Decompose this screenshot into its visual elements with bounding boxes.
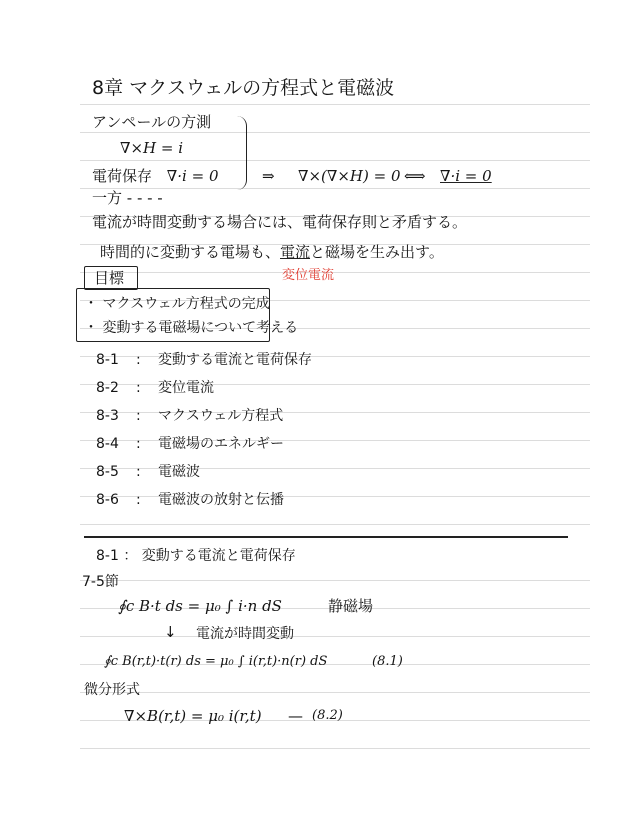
- toc-item: 8-3 : マクスウェル方程式: [96, 408, 284, 424]
- ampere-law-label: アンペールの方測: [92, 113, 212, 131]
- ruled-line: [80, 132, 590, 133]
- equation-result: ∇·i = 0: [440, 167, 492, 185]
- section-heading: 8-1 ： 変動する電流と電荷保存: [96, 548, 296, 564]
- ruled-line: [80, 580, 590, 581]
- charge-conservation-label: [92, 166, 218, 186]
- sentence-displacement: [100, 242, 444, 262]
- equation-charge: ∇·i = 0: [166, 167, 219, 185]
- equation-8-1: ∮c B(r,t)·t(r) ds = μ₀ ∫ i(r,t)·n(r) dS: [104, 654, 328, 669]
- equation-8-2-number: (8.2): [312, 708, 343, 723]
- toc-number: 8-1: [96, 352, 119, 368]
- brace-mark: [232, 116, 247, 190]
- iff-arrow: ⟺: [404, 167, 426, 185]
- ruled-line: [80, 160, 590, 161]
- equation-div-curl: ∇×(∇×H) = 0: [298, 167, 401, 185]
- equation-8-2-dash: —: [288, 707, 303, 725]
- toc-title: 電磁波: [158, 464, 200, 480]
- ruled-line: [80, 524, 590, 525]
- section-separator: [84, 536, 568, 538]
- sentence2-part-c: と磁場を生み出す。: [310, 243, 444, 261]
- equation-8-1-number: (8.1): [372, 654, 403, 669]
- equation-8-2: ∇×B(r,t) = μ₀ i(r,t): [124, 707, 262, 725]
- time-varying-label: 電流が時間変動: [196, 626, 294, 642]
- static-field-label: 静磁場: [328, 597, 374, 615]
- goal-item: ・ 変動する電磁場について考える: [84, 320, 299, 336]
- toc-number: 8-5: [96, 464, 119, 480]
- toc-item: 8-6 : 電磁波の放射と伝播: [96, 492, 284, 508]
- differential-form-label: 微分形式: [84, 682, 140, 698]
- implies-arrow: ⇒: [262, 167, 275, 185]
- toc-number: 8-6: [96, 492, 119, 508]
- ruled-line: [80, 748, 590, 749]
- toc-title: 変動する電流と電荷保存: [158, 352, 312, 368]
- sentence-contradiction: 電流が時間変動する場合には、電荷保存則と矛盾する。: [92, 213, 468, 231]
- toc-title: マクスウェル方程式: [158, 408, 284, 424]
- toc-number: 8-3: [96, 408, 119, 424]
- ruled-line: [80, 272, 590, 273]
- down-arrow: ↓: [164, 623, 177, 641]
- chapter-title: 8章 マクスウェルの方程式と電磁波: [92, 77, 395, 99]
- ruled-line: [80, 692, 590, 693]
- toc-title: 電磁波の放射と伝播: [158, 492, 284, 508]
- goal-item: ・ マクスウェル方程式の完成: [84, 296, 270, 312]
- toc-title: 電磁場のエネルギー: [158, 436, 284, 452]
- toc-number: 8-2: [96, 380, 119, 396]
- toc-item: 8-5 : 電磁波: [96, 464, 200, 480]
- equation-ampere: ∇×H = i: [120, 139, 184, 157]
- toc-item: 8-2 : 変位電流: [96, 380, 214, 396]
- equation-static: ∮c B·t ds = μ₀ ∫ i·n dS: [118, 597, 282, 615]
- section-reference: 7-5節: [82, 574, 119, 590]
- toc-title: 変位電流: [158, 380, 214, 396]
- sentence2-part-a: 時間的に変動する電場も、: [100, 243, 281, 261]
- charge-conservation-text: 電荷保存: [92, 167, 153, 185]
- ruled-line: [80, 104, 590, 105]
- toc-number: 8-4: [96, 436, 119, 452]
- ruled-line: [80, 636, 590, 637]
- on-the-other-hand: 一方 - - - -: [92, 189, 163, 207]
- goal-heading: 目標: [94, 269, 125, 287]
- toc-item: 8-1 : 変動する電流と電荷保存: [96, 352, 312, 368]
- toc-item: 8-4 : 電磁場のエネルギー: [96, 436, 284, 452]
- displacement-current-note: 変位電流: [282, 268, 335, 283]
- sentence2-current: 電流: [280, 243, 311, 261]
